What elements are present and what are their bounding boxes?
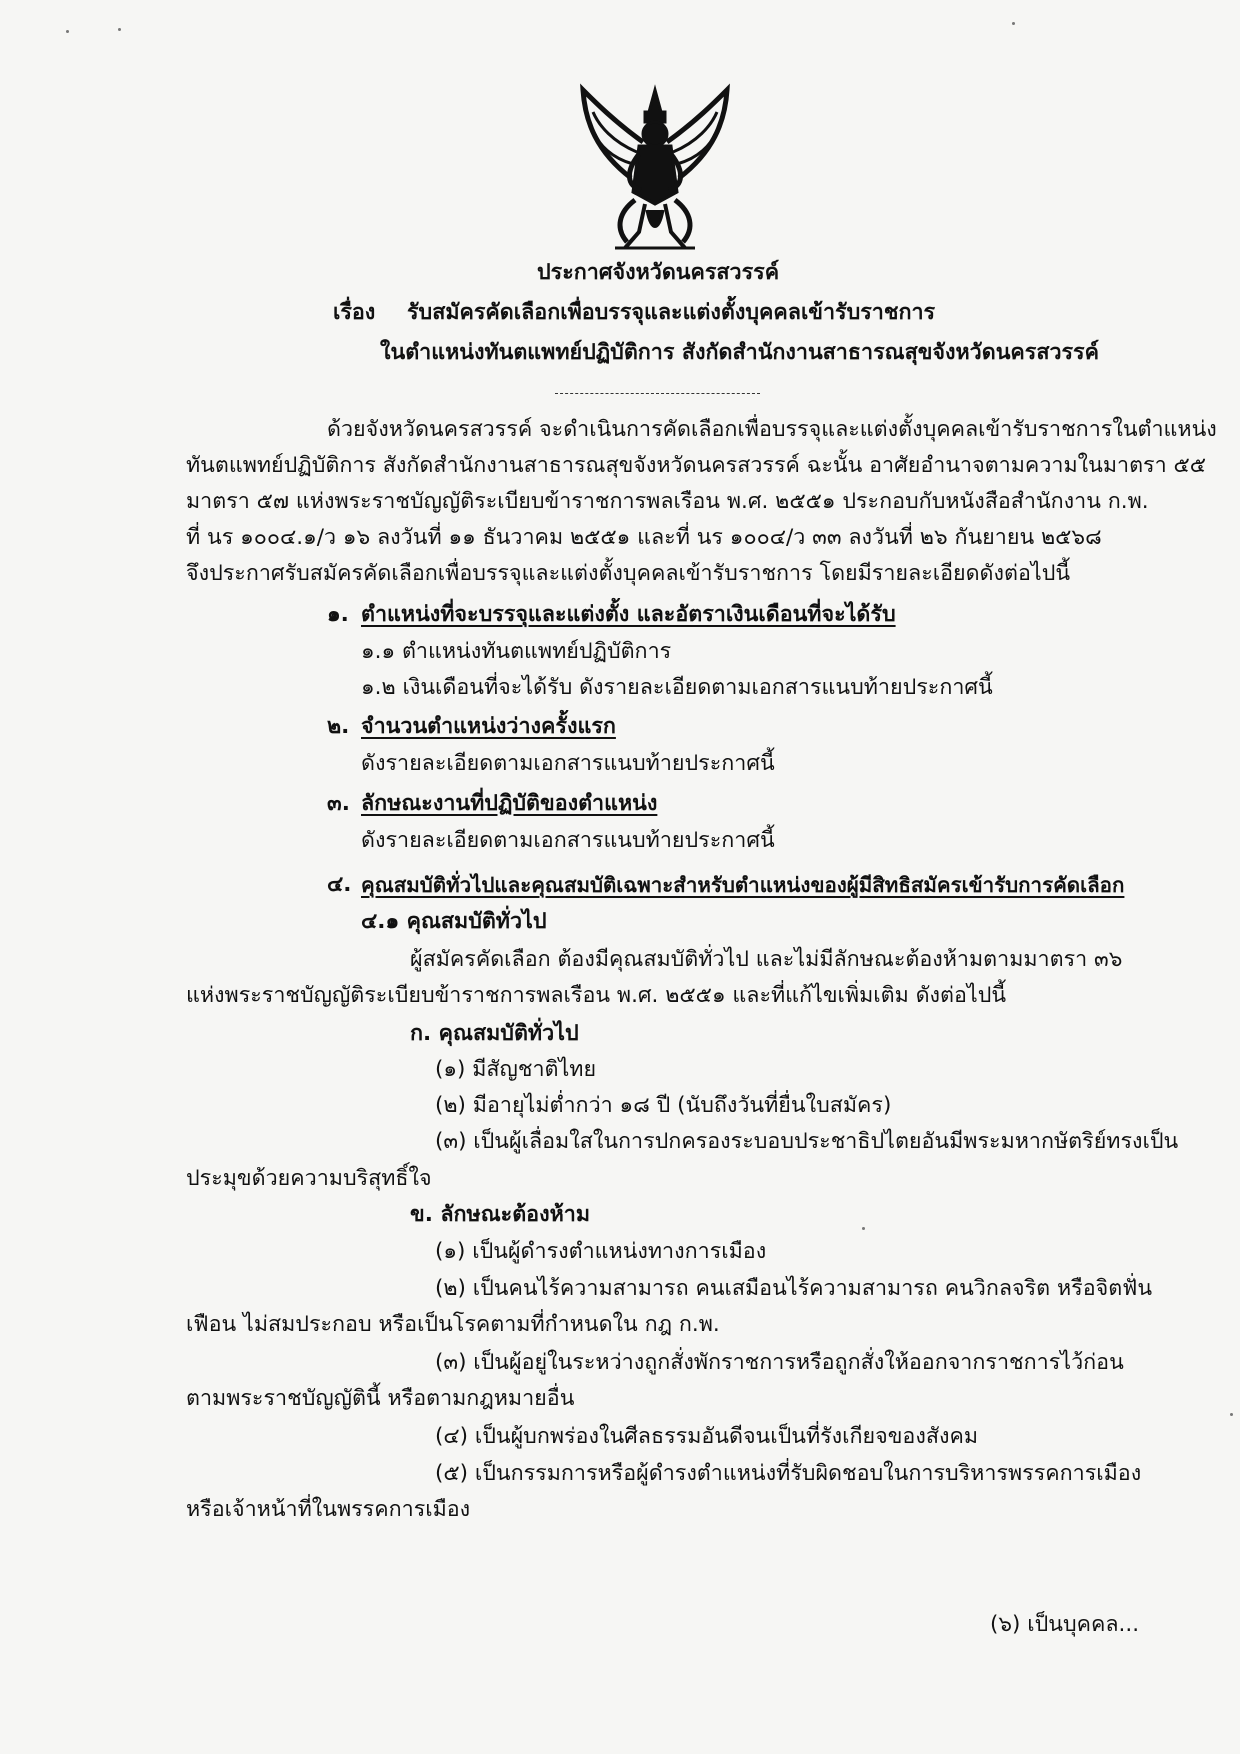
header-divider [555, 393, 760, 394]
scan-speck [862, 1227, 865, 1230]
section-1-heading: ตำแหน่งที่จะบรรจุและแต่งตั้ง และอัตราเงินเดือนที่จะได้รับ [361, 602, 896, 627]
subject-line-2: ในตำแหน่งทันตแพทย์ปฏิบัติการ สังกัดสำนักงานสาธารณสุขจังหวัดนครสวรรค์ [380, 340, 1099, 365]
section-4-number: ๔. [327, 872, 352, 897]
intro-line-2: ทันตแพทย์ปฏิบัติการ สังกัดสำนักงานสาธารณสุขจังหวัดนครสวรรค์ ฉะนั้น อาศัยอำนาจตามความในมาตรา ๕๕ [186, 453, 1207, 478]
scan-speck [1230, 1413, 1233, 1416]
ka-item-3-line-1: (๓) เป็นผู้เลื่อมใสในการปกครองระบอบประชาธิปไตยอันมีพระมหากษัตริย์ทรงเป็น [435, 1129, 1179, 1154]
subject-line-1: รับสมัครคัดเลือกเพื่อบรรจุและแต่งตั้งบุคคลเข้ารับราชการ [407, 300, 936, 325]
intro-line-1: ด้วยจังหวัดนครสวรรค์ จะดำเนินการคัดเลือกเพื่อบรรจุและแต่งตั้งบุคคลเข้ารับราชการในตำแหน่ง [327, 417, 1217, 442]
section-4-para-line-2: แห่งพระราชบัญญัติระเบียบข้าราชการพลเรือน พ.ศ. ๒๕๕๑ และที่แก้ไขเพิ่มเติม ดังต่อไปนี้ [186, 983, 1007, 1008]
section-3-text: ดังรายละเอียดตามเอกสารแนบท้ายประกาศนี้ [361, 828, 775, 853]
kho-item-3-line-2: ตามพระราชบัญญัตินี้ หรือตามกฎหมายอื่น [186, 1386, 575, 1411]
section-2-number: ๒. [327, 714, 350, 739]
kho-item-3-line-1: (๓) เป็นผู้อยู่ในระหว่างถูกสั่งพักราชการหรือถูกสั่งให้ออกจากราชการไว้ก่อน [435, 1350, 1124, 1375]
intro-line-3: มาตรา ๕๗ แห่งพระราชบัญญัติระเบียบข้าราชการพลเรือน พ.ศ. ๒๕๕๑ ประกอบกับหนังสือสำนักงาน ก.พ. [186, 489, 1149, 514]
section-1-number: ๑. [327, 602, 349, 627]
continuation-text: (๖) เป็นบุคคล... [990, 1612, 1140, 1637]
kho-item-1: (๑) เป็นผู้ดำรงตำแหน่งทางการเมือง [435, 1239, 767, 1264]
kho-item-2-line-1: (๒) เป็นคนไร้ความสามารถ คนเสมือนไร้ความสามารถ คนวิกลจริต หรือจิตฟั่น [435, 1276, 1153, 1301]
section-2-text: ดังรายละเอียดตามเอกสารแนบท้ายประกาศนี้ [361, 751, 775, 776]
garuda-emblem-icon [575, 82, 735, 257]
kho-item-5-line-1: (๕) เป็นกรรมการหรือผู้ดำรงตำแหน่งที่รับผิดชอบในการบริหารพรรคการเมือง [435, 1461, 1142, 1486]
section-1-item-2: ๑.๒ เงินเดือนที่จะได้รับ ดังรายละเอียดตามเอกสารแนบท้ายประกาศนี้ [361, 675, 993, 700]
section-4-para-line-1: ผู้สมัครคัดเลือก ต้องมีคุณสมบัติทั่วไป และไม่มีลักษณะต้องห้ามตามมาตรา ๓๖ [410, 947, 1123, 972]
kho-heading: ข. ลักษณะต้องห้าม [410, 1202, 590, 1227]
intro-line-5: จึงประกาศรับสมัครคัดเลือกเพื่อบรรจุและแต่งตั้งบุคคลเข้ารับราชการ โดยมีรายละเอียดดังต่อไปนี้ [186, 561, 1071, 586]
section-2-heading: จำนวนตำแหน่งว่างครั้งแรก [361, 714, 616, 739]
scan-speck [1012, 22, 1015, 25]
scan-speck [118, 28, 121, 31]
ka-item-1: (๑) มีสัญชาติไทย [435, 1057, 597, 1082]
ka-heading: ก. คุณสมบัติทั่วไป [410, 1021, 579, 1046]
section-4-heading: คุณสมบัติทั่วไปและคุณสมบัติเฉพาะสำหรับตำแหน่งของผู้มีสิทธิสมัครเข้ารับการคัดเลือก [361, 873, 1125, 897]
ka-item-3-line-2: ประมุขด้วยความบริสุทธิ์ใจ [186, 1166, 432, 1191]
ka-item-2: (๒) มีอายุไม่ต่ำกว่า ๑๘ ปี (นับถึงวันที่ยื่นใบสมัคร) [435, 1093, 892, 1118]
intro-line-4: ที่ นร ๑๐๐๔.๑/ว ๑๖ ลงวันที่ ๑๑ ธันวาคม ๒๕๕๑ และที่ นร ๑๐๐๔/ว ๓๓ ลงวันที่ ๒๖ กันยายน ๒๕๖๘ [186, 525, 1102, 550]
kho-item-5-line-2: หรือเจ้าหน้าที่ในพรรคการเมือง [186, 1497, 471, 1522]
kho-item-4: (๔) เป็นผู้บกพร่องในศีลธรรมอันดีจนเป็นที่รังเกียจของสังคม [435, 1424, 979, 1449]
scan-speck [66, 30, 69, 33]
kho-item-2-line-2: เฟือน ไม่สมประกอบ หรือเป็นโรคตามที่กำหนดใน กฎ ก.พ. [186, 1312, 720, 1337]
section-3-number: ๓. [327, 791, 350, 816]
section-3-heading: ลักษณะงานที่ปฏิบัติของตำแหน่ง [361, 791, 658, 816]
section-1-item-1: ๑.๑ ตำแหน่งทันตแพทย์ปฏิบัติการ [361, 639, 672, 664]
section-4-sub-1: ๔.๑ คุณสมบัติทั่วไป [361, 909, 547, 934]
announcement-title: ประกาศจังหวัดนครสวรรค์ [537, 260, 780, 285]
subject-label: เรื่อง [333, 300, 376, 325]
